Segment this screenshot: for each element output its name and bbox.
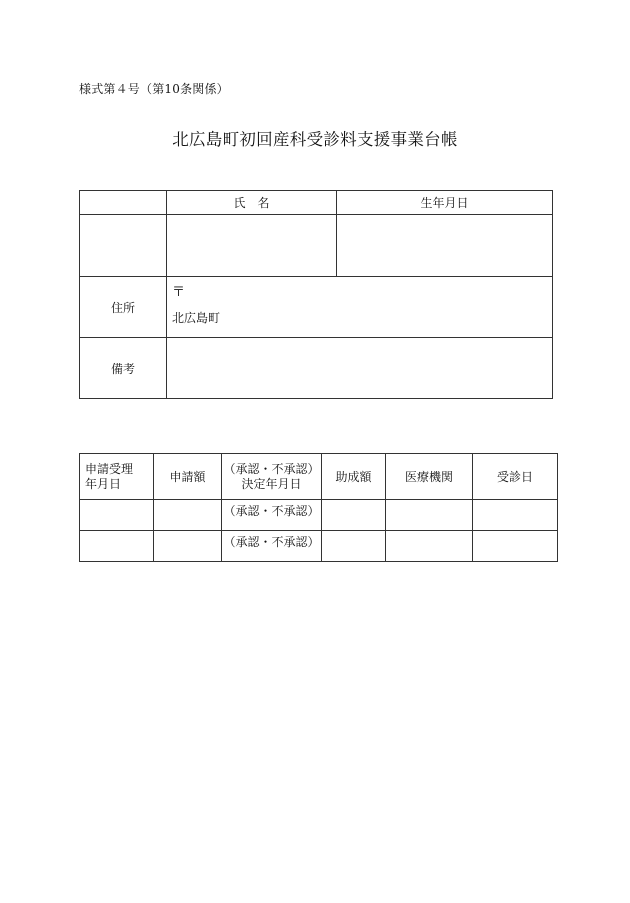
decision-cell[interactable]: （承認・不承認） (222, 531, 322, 562)
address-field[interactable] (167, 277, 553, 338)
address-label: 住所 (80, 277, 167, 338)
row-label-cell (80, 215, 167, 277)
visit-date-cell[interactable] (473, 531, 558, 562)
decision-header (222, 454, 322, 500)
subsidy-cell[interactable] (322, 531, 386, 562)
address-prefill: 北広島町 (172, 311, 221, 325)
institution-cell[interactable] (386, 500, 473, 531)
table-row (80, 531, 558, 562)
name-field[interactable] (167, 215, 337, 277)
blank-header-cell (80, 191, 167, 215)
amount-cell[interactable] (154, 500, 222, 531)
institution-cell[interactable] (386, 531, 473, 562)
remarks-label: 備考 (80, 338, 167, 399)
subsidy-cell[interactable] (322, 500, 386, 531)
birthdate-field[interactable] (337, 215, 553, 277)
receipt-date-header (80, 454, 154, 500)
visit-date-header: 受診日 (473, 454, 558, 500)
name-header: 氏 名 (167, 191, 337, 215)
birthdate-header: 生年月日 (337, 191, 553, 215)
table-row (80, 500, 558, 531)
subsidy-header: 助成額 (322, 454, 386, 500)
decision-cell[interactable]: （承認・不承認） (222, 500, 322, 531)
institution-header: 医療機関 (386, 454, 473, 500)
amount-header: 申請額 (154, 454, 222, 500)
registry-table (79, 190, 553, 399)
ledger-table (79, 453, 558, 562)
postal-mark: 〒 (172, 285, 186, 300)
receipt-date-header-line1: 申請受理 (85, 461, 134, 476)
receipt-date-header-line2: 年月日 (85, 476, 122, 491)
decision-header-line2: 決定年月日 (241, 476, 302, 491)
visit-date-cell[interactable] (473, 500, 558, 531)
receipt-date-cell[interactable] (80, 531, 154, 562)
receipt-date-cell[interactable] (80, 500, 154, 531)
page-title: 北広島町初回産科受診料支援事業台帳 (172, 130, 458, 149)
remarks-field[interactable] (167, 338, 553, 399)
form-number: 様式第４号（第10条関係） (79, 82, 229, 96)
amount-cell[interactable] (154, 531, 222, 562)
decision-header-line1: （承認・不承認） (223, 461, 320, 476)
